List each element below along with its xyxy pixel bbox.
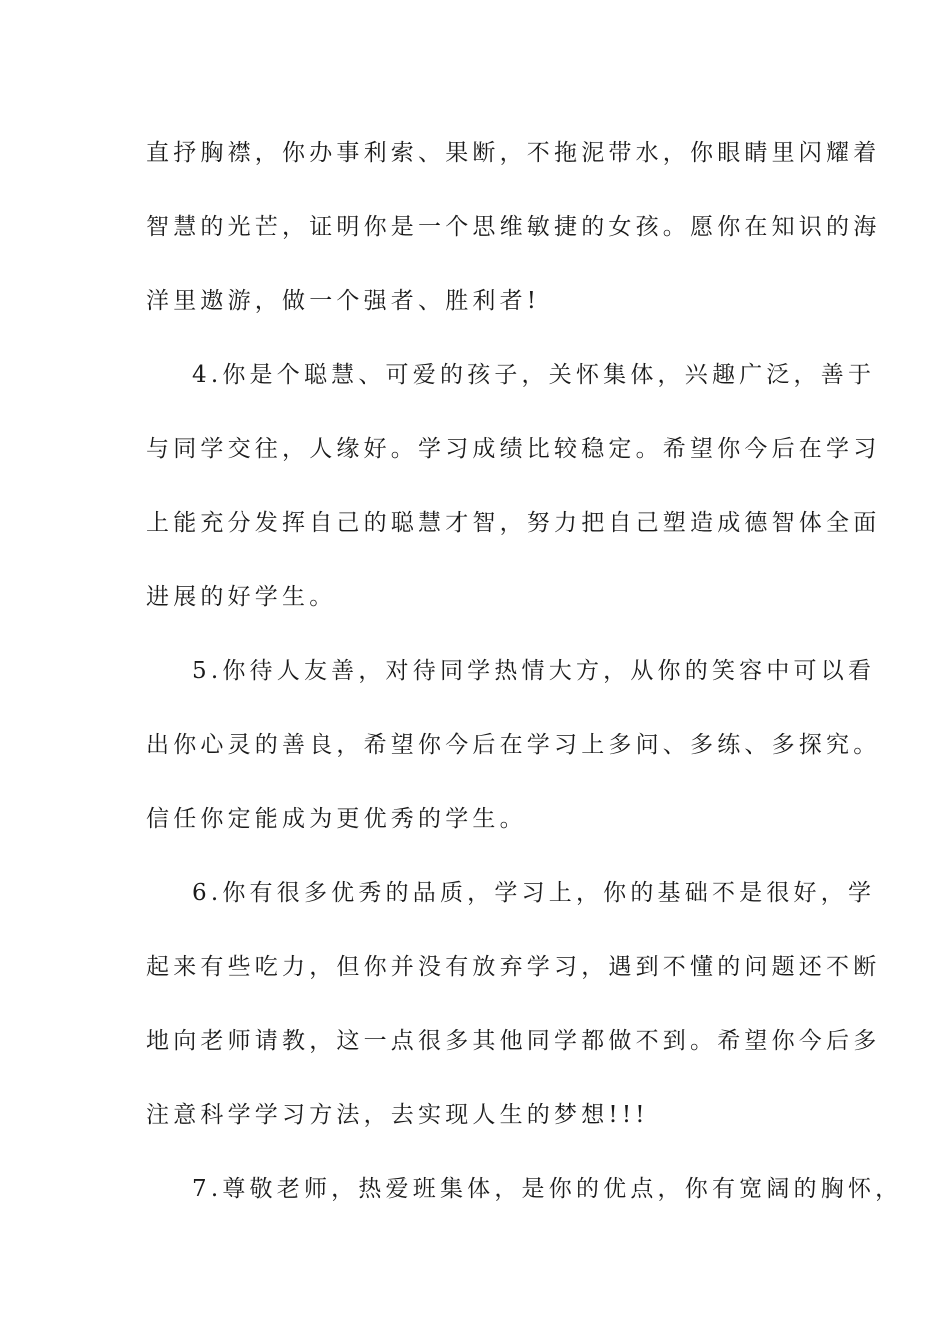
document-body	[146, 126, 903, 1236]
text-line: 7.尊敬老师，热爱班集体，是你的优点，你有宽阔的胸怀，	[192, 1176, 903, 1202]
text-line: 5.你待人友善，对待同学热情大方，从你的笑容中可以看	[192, 658, 876, 684]
text-line: 6.你有很多优秀的品质，学习上，你的基础不是很好，学	[192, 880, 876, 906]
text-line: 地向老师请教，这一点很多其他同学都做不到。希望你今后多	[146, 1028, 881, 1054]
text-line: 上能充分发挥自己的聪慧才智，努力把自己塑造成德智体全面	[146, 510, 881, 536]
text-line: 进展的好学生。	[146, 584, 337, 610]
text-line: 直抒胸襟，你办事利索、果断，不拖泥带水，你眼睛里闪耀着	[146, 140, 881, 166]
text-line: 智慧的光芒，证明你是一个思维敏捷的女孩。愿你在知识的海	[146, 214, 881, 240]
text-line: 4.你是个聪慧、可爱的孩子，关怀集体，兴趣广泛，善于	[192, 362, 876, 388]
text-line: 出你心灵的善良，希望你今后在学习上多问、多练、多探究。	[146, 732, 881, 758]
text-line: 洋里遨游，做一个强者、胜利者!	[146, 288, 541, 314]
text-line: 与同学交往，人缘好。学习成绩比较稳定。希望你今后在学习	[146, 436, 881, 462]
text-line: 信任你定能成为更优秀的学生。	[146, 806, 527, 832]
text-line: 起来有些吃力，但你并没有放弃学习，遇到不懂的问题还不断	[146, 954, 881, 980]
text-line: 注意科学学习方法，去实现人生的梦想!!!	[146, 1102, 649, 1128]
